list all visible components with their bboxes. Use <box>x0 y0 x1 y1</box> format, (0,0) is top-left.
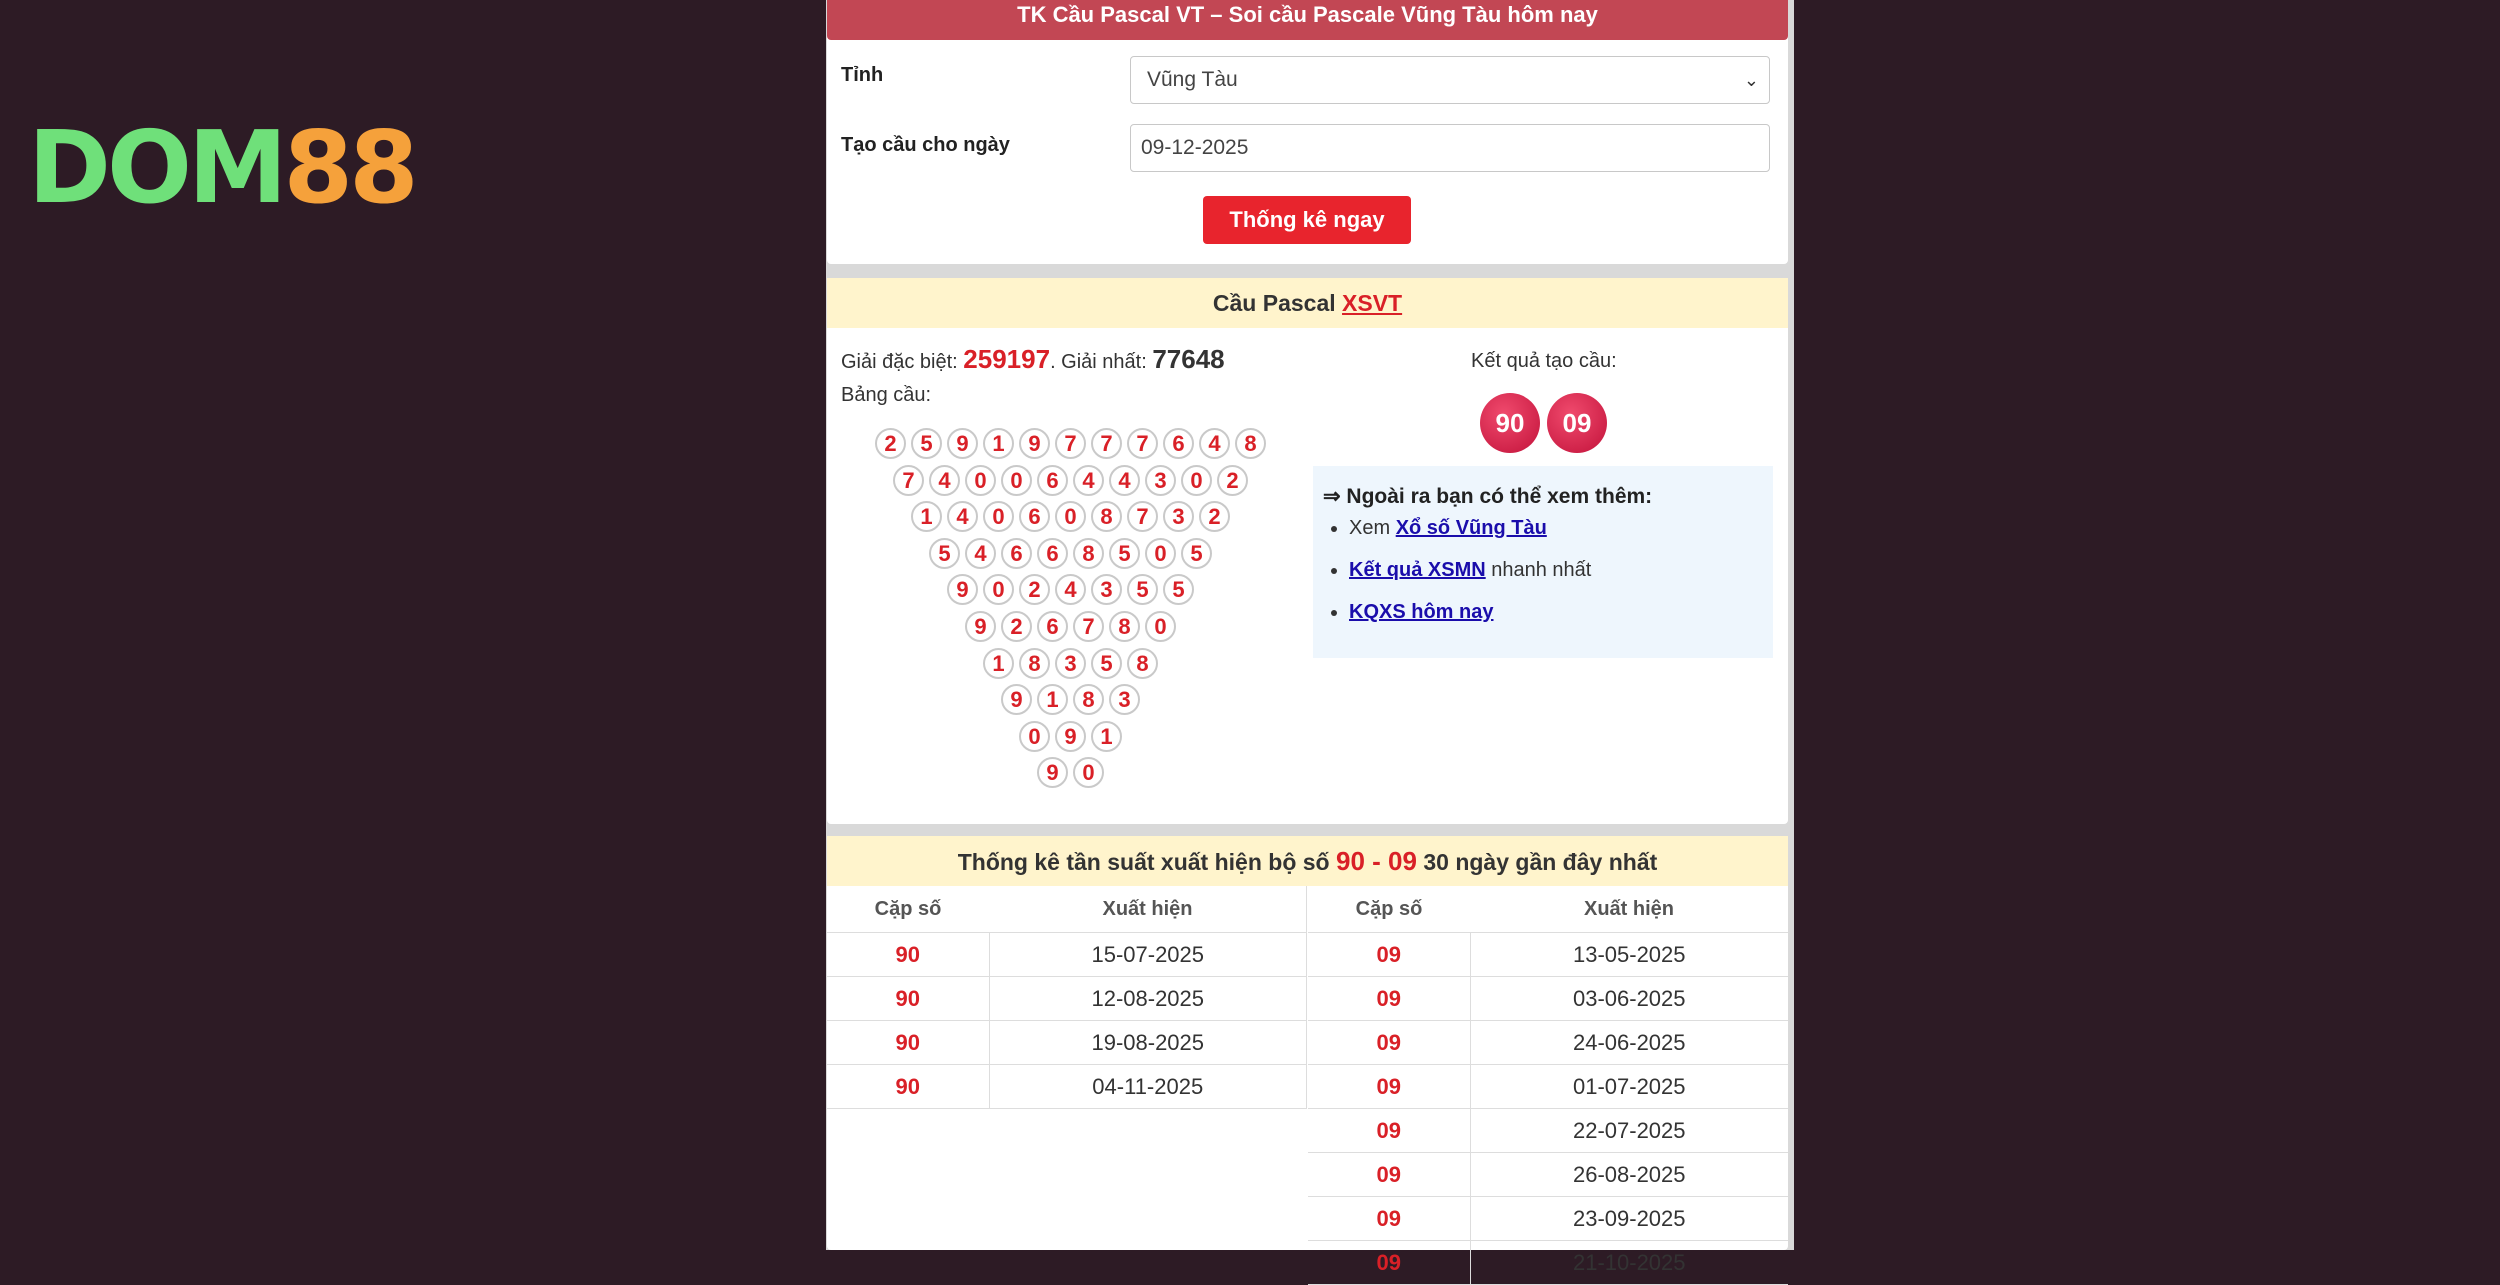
col-header-date: Xuất hiện <box>989 886 1307 933</box>
col-header-pair: Cặp số <box>1308 886 1470 933</box>
frequency-table-90 <box>827 886 1307 1109</box>
pascal-digit: 0 <box>983 574 1014 605</box>
pascal-card <box>827 278 1788 824</box>
list-item <box>1349 598 1591 626</box>
pascal-digit: 5 <box>1091 648 1122 679</box>
pascal-digit: 3 <box>1163 501 1194 532</box>
frequency-table-09 <box>1308 886 1788 1285</box>
special-prize-label: Giải đặc biệt: <box>841 351 964 373</box>
col-header-pair: Cặp số <box>827 886 989 933</box>
search-form-card <box>827 0 1788 264</box>
pascal-digit: 5 <box>1163 574 1194 605</box>
prize-line <box>841 344 1225 375</box>
pascal-digit: 0 <box>1055 501 1086 532</box>
province-select-value: Vũng Tàu <box>1147 68 1238 91</box>
table-row <box>1308 1109 1788 1153</box>
ket-qua-xsmn-link[interactable]: Kết quả XSMN <box>1349 559 1486 581</box>
pascal-digit: 0 <box>965 465 996 496</box>
pascal-digit: 0 <box>1001 465 1032 496</box>
col-header-date: Xuất hiện <box>1470 886 1788 933</box>
pascal-digit: 0 <box>1145 538 1176 569</box>
pascal-digit: 9 <box>1019 428 1050 459</box>
special-prize-value: 259197 <box>963 344 1051 374</box>
pascal-digit: 7 <box>1127 428 1158 459</box>
pascal-table-label: Bảng cầu: <box>841 384 932 406</box>
date-cell: 15-07-2025 <box>989 933 1307 977</box>
pascal-digit: 2 <box>1199 501 1230 532</box>
frequency-heading <box>827 836 1788 886</box>
pascal-digit: 5 <box>1181 538 1212 569</box>
pascal-heading-text: Cầu Pascal <box>1212 290 1343 316</box>
pascal-digit: 7 <box>1073 611 1104 642</box>
date-cell: 23-09-2025 <box>1470 1197 1788 1241</box>
date-row <box>841 130 1774 180</box>
table-row <box>827 1065 1307 1109</box>
pair-cell: 09 <box>1308 1241 1470 1285</box>
pascal-digit: 9 <box>947 428 978 459</box>
pascal-digit: 9 <box>1055 721 1086 752</box>
province-row <box>841 60 1774 110</box>
date-cell: 21-10-2025 <box>1470 1241 1788 1285</box>
pascal-digit: 0 <box>1019 721 1050 752</box>
pascal-digit: 3 <box>1091 574 1122 605</box>
pair-cell: 09 <box>1308 933 1470 977</box>
pascal-digit: 7 <box>1055 428 1086 459</box>
table-row <box>827 977 1307 1021</box>
province-select[interactable] <box>1130 56 1770 104</box>
list-item <box>1349 514 1591 542</box>
pascal-digit: 7 <box>1127 501 1158 532</box>
date-cell: 03-06-2025 <box>1470 977 1788 1021</box>
xsvt-link[interactable]: XSVT <box>1342 290 1403 316</box>
first-prize-label: . Giải nhất: <box>1050 351 1153 373</box>
pascal-digit: 3 <box>1055 648 1086 679</box>
pascal-digit: 8 <box>1073 538 1104 569</box>
pascal-digit: 9 <box>1001 684 1032 715</box>
pascal-digit: 5 <box>1109 538 1140 569</box>
pascal-digit: 3 <box>1145 465 1176 496</box>
result-ball: 09 <box>1547 393 1607 453</box>
pascal-digit: 4 <box>929 465 960 496</box>
pair-cell: 09 <box>1308 1153 1470 1197</box>
logo-text-88: 88 <box>283 109 415 226</box>
date-input[interactable] <box>1130 124 1770 172</box>
date-cell: 12-08-2025 <box>989 977 1307 1021</box>
frequency-heading-pair: 90 - 09 <box>1336 846 1417 876</box>
pascal-digit: 6 <box>1019 501 1050 532</box>
pascal-digit: 4 <box>1073 465 1104 496</box>
table-row <box>1308 1197 1788 1241</box>
table-row <box>827 1021 1307 1065</box>
pascal-digit: 0 <box>1181 465 1212 496</box>
date-cell: 19-08-2025 <box>989 1021 1307 1065</box>
pascal-digit: 9 <box>1037 757 1068 788</box>
pascal-digit: 6 <box>1037 611 1068 642</box>
see-more-list <box>1313 514 1591 640</box>
pair-cell: 90 <box>827 1021 989 1065</box>
pascal-digit: 4 <box>965 538 996 569</box>
frequency-heading-prefix: Thống kê tần suất xuất hiện bộ số <box>957 849 1336 875</box>
pascal-digit: 9 <box>947 574 978 605</box>
see-more-title: ⇒ Ngoài ra bạn có thể xem thêm: <box>1323 485 1653 508</box>
pascal-digit: 5 <box>1127 574 1158 605</box>
date-cell: 22-07-2025 <box>1470 1109 1788 1153</box>
list-item-prefix: Xem <box>1349 517 1396 539</box>
pair-cell: 90 <box>827 1065 989 1109</box>
date-cell: 01-07-2025 <box>1470 1065 1788 1109</box>
date-cell: 04-11-2025 <box>989 1065 1307 1109</box>
pascal-digit: 3 <box>1109 684 1140 715</box>
table-row <box>1308 933 1788 977</box>
pascal-digit: 8 <box>1109 611 1140 642</box>
date-cell: 13-05-2025 <box>1470 933 1788 977</box>
frequency-heading-suffix: 30 ngày gần đây nhất <box>1416 849 1658 875</box>
province-label: Tỉnh <box>841 64 884 86</box>
brand-logo[interactable] <box>28 109 415 226</box>
date-cell: 26-08-2025 <box>1470 1153 1788 1197</box>
date-input-value: 09-12-2025 <box>1141 136 1249 159</box>
pascal-digit: 7 <box>893 465 924 496</box>
pascal-digit: 2 <box>1019 574 1050 605</box>
pair-cell: 90 <box>827 977 989 1021</box>
result-label: Kết quả tạo cầu: <box>1471 350 1617 372</box>
pair-cell: 90 <box>827 933 989 977</box>
pascal-digit: 4 <box>947 501 978 532</box>
pair-cell: 09 <box>1308 1197 1470 1241</box>
form-title: TK Cầu Pascal VT – Soi cầu Pascale Vũng Tàu hôm nay <box>827 0 1788 40</box>
pascal-digit: 1 <box>983 428 1014 459</box>
pascal-digit: 6 <box>1163 428 1194 459</box>
table-row <box>1308 1241 1788 1285</box>
pair-cell: 09 <box>1308 1021 1470 1065</box>
pascal-digit: 1 <box>911 501 942 532</box>
pascal-digit: 2 <box>1001 611 1032 642</box>
pascal-digit: 2 <box>1217 465 1248 496</box>
pascal-digit: 0 <box>1073 757 1104 788</box>
pascal-digit: 0 <box>1145 611 1176 642</box>
pascal-digit: 5 <box>911 428 942 459</box>
pascal-digit: 0 <box>983 501 1014 532</box>
chevron-down-icon: ⌄ <box>1743 70 1759 90</box>
pascal-digit: 2 <box>875 428 906 459</box>
pascal-digit: 4 <box>1055 574 1086 605</box>
pascal-digit: 8 <box>1073 684 1104 715</box>
pair-cell: 09 <box>1308 1065 1470 1109</box>
pascal-digit: 8 <box>1235 428 1266 459</box>
result-ball: 90 <box>1480 393 1540 453</box>
pascal-digit: 1 <box>983 648 1014 679</box>
pascal-digit: 8 <box>1091 501 1122 532</box>
list-item-suffix: nhanh nhất <box>1485 559 1592 581</box>
xo-so-vung-tau-link[interactable]: Xổ số Vũng Tàu <box>1395 517 1547 539</box>
main-content <box>826 0 1794 1275</box>
pascal-digit: 6 <box>1037 465 1068 496</box>
logo-text-dom: DOM <box>28 109 284 226</box>
first-prize-value: 77648 <box>1152 344 1225 374</box>
pair-cell: 09 <box>1308 1109 1470 1153</box>
submit-button[interactable]: Thống kê ngay <box>1203 196 1411 244</box>
pascal-digit: 6 <box>1037 538 1068 569</box>
see-more-box <box>1313 466 1773 658</box>
table-row <box>1308 977 1788 1021</box>
pascal-heading <box>827 278 1788 328</box>
pascal-digit: 6 <box>1001 538 1032 569</box>
frequency-card <box>827 836 1788 1275</box>
pascal-digit: 4 <box>1109 465 1140 496</box>
date-cell: 24-06-2025 <box>1470 1021 1788 1065</box>
pascal-digit: 8 <box>1019 648 1050 679</box>
pascal-digit: 1 <box>1091 721 1122 752</box>
pascal-digit: 8 <box>1127 648 1158 679</box>
kqxs-hom-nay-link[interactable]: KQXS hôm nay <box>1349 601 1494 623</box>
table-row <box>1308 1153 1788 1197</box>
list-item <box>1349 556 1591 584</box>
table-row <box>827 933 1307 977</box>
pascal-digit: 5 <box>929 538 960 569</box>
pascal-digit: 1 <box>1037 684 1068 715</box>
pascal-digit: 7 <box>1091 428 1122 459</box>
date-label: Tạo cầu cho ngày <box>841 134 1010 156</box>
table-row <box>1308 1065 1788 1109</box>
pair-cell: 09 <box>1308 977 1470 1021</box>
pascal-digit: 4 <box>1199 428 1230 459</box>
pascal-digit: 9 <box>965 611 996 642</box>
table-row <box>1308 1021 1788 1065</box>
